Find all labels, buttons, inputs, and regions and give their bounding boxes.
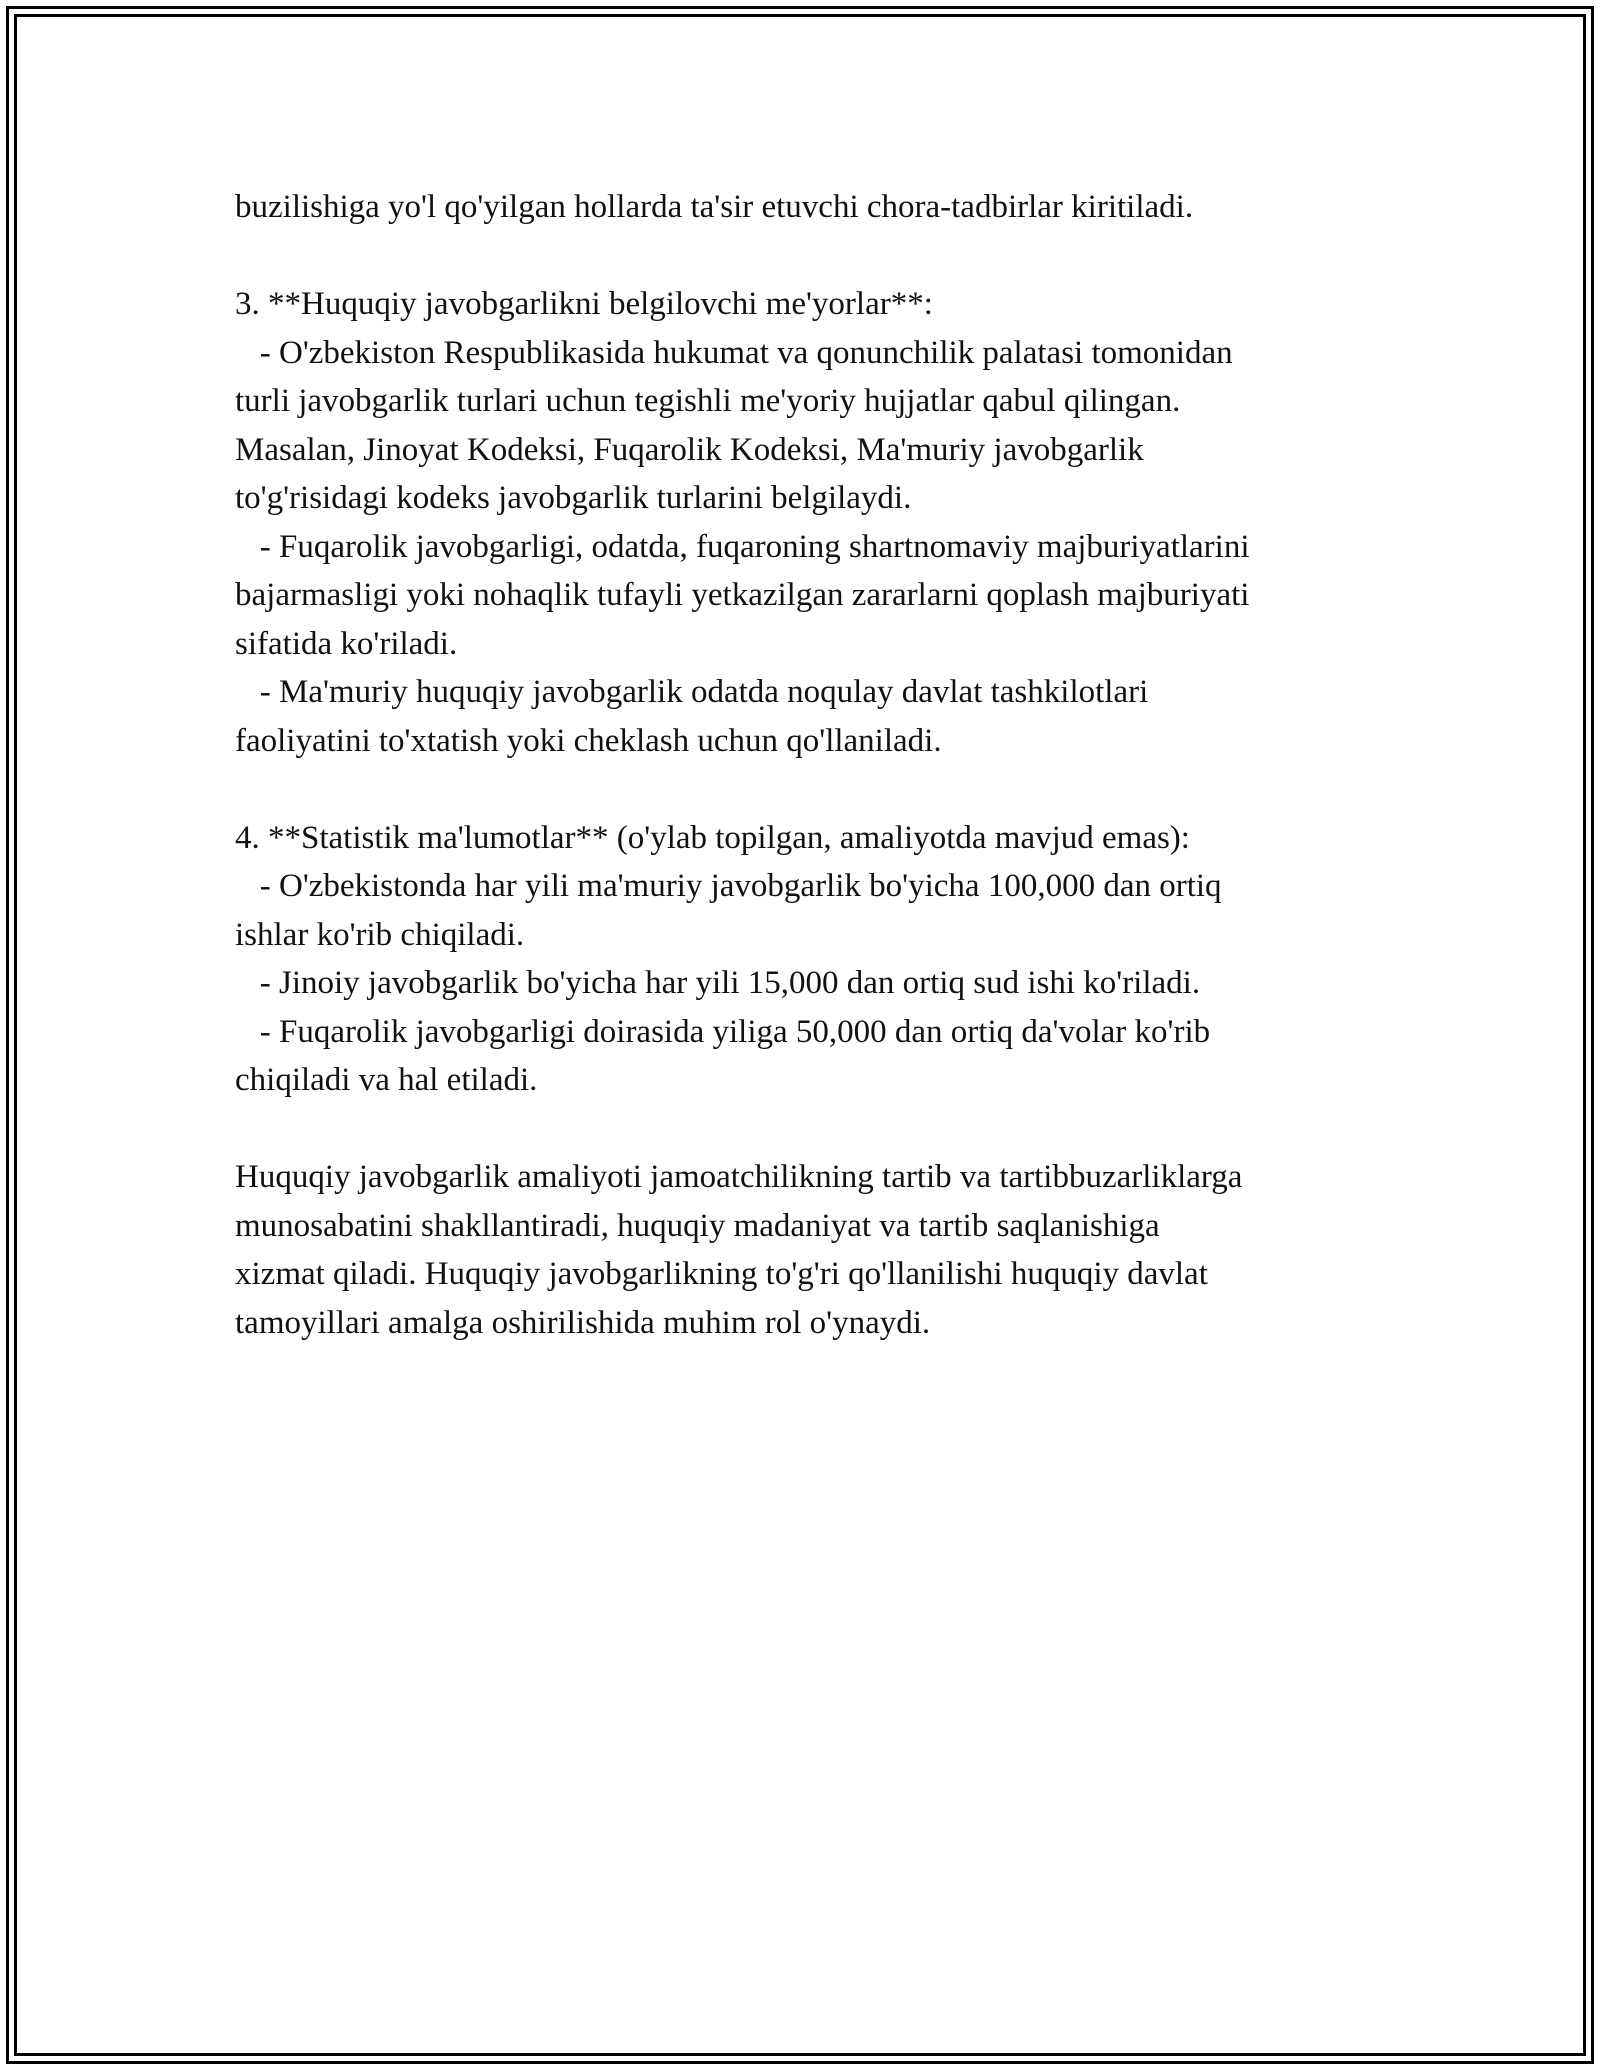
section-3-line: sifatida ko'riladi.	[235, 625, 458, 662]
section-3-line: bajarmasligi yoki nohaqlik tufayli yetkazilgan zararlarni qoplash majburiyati	[235, 577, 1250, 613]
section-3-line: faoliyatini to'xtatish yoki cheklash uchun qo'llaniladi.	[235, 722, 942, 759]
section-3-line: to'g'risidagi kodeks javobgarlik turlarini belgilaydi.	[235, 480, 912, 516]
section-3-line: turli javobgarlik turlari uchun tegishli me'yoriy hujjatlar qabul qilingan.	[235, 383, 1181, 419]
conclusion-line: xizmat qiladi. Huquqiy javobgarlikning to'g'ri qo'llanilishi huquqiy davlat	[235, 1256, 1208, 1292]
section-3-heading: 3. **Huquqiy javobgarlikni belgilovchi me'yorlar**:	[235, 286, 933, 322]
section-3-line: Masalan, Jinoyat Kodeksi, Fuqarolik Kodeksi, Ma'muriy javobgarlik	[235, 431, 1144, 468]
paragraph-spacer	[235, 1105, 1395, 1154]
section-4-line: chiqiladi va hal etiladi.	[235, 1062, 538, 1098]
conclusion-line: munosabatini shakllantiradi, huquqiy madaniyat va tartib saqlanishiga	[235, 1207, 1160, 1244]
conclusion-line: tamoyillari amalga oshirilishida muhim rol o'ynaydi.	[235, 1304, 931, 1341]
section-3-line: - Ma'muriy huquqiy javobgarlik odatda noqulay davlat tashkilotlari	[235, 674, 1149, 710]
section-4-heading: 4. **Statistik ma'lumotlar** (o'ylab topilgan, amaliyotda mavjud emas):	[235, 819, 1190, 856]
conclusion-line: Huquqiy javobgarlik amaliyoti jamoatchilikning tartib va tartibbuzarliklarga	[235, 1159, 1243, 1195]
section-3-line: - O'zbekiston Respublikasida hukumat va qonunchilik palatasi tomonidan	[235, 334, 1233, 371]
document-body	[235, 183, 1395, 1347]
section-4-line: - Jinoiy javobgarlik bo'yicha har yili 15,000 dan ortiq sud ishi ko'riladi.	[235, 965, 1201, 1001]
section-4-line: - Fuqarolik javobgarligi doirasida yiliga 50,000 dan ortiq da'volar ko'rib	[235, 1013, 1211, 1050]
section-4-line: - O'zbekistonda har yili ma'muriy javobgarlik bo'yicha 100,000 dan ortiq	[235, 868, 1222, 904]
paragraph-spacer	[235, 232, 1395, 281]
paragraph-spacer	[235, 765, 1395, 814]
section-3-line: - Fuqarolik javobgarligi, odatda, fuqaroning shartnomaviy majburiyatlarini	[235, 528, 1250, 565]
section-4-line: ishlar ko'rib chiqiladi.	[235, 916, 525, 953]
intro-tail-line: buzilishiga yo'l qo'yilgan hollarda ta'sir etuvchi chora-tadbirlar kiritiladi.	[235, 189, 1194, 225]
